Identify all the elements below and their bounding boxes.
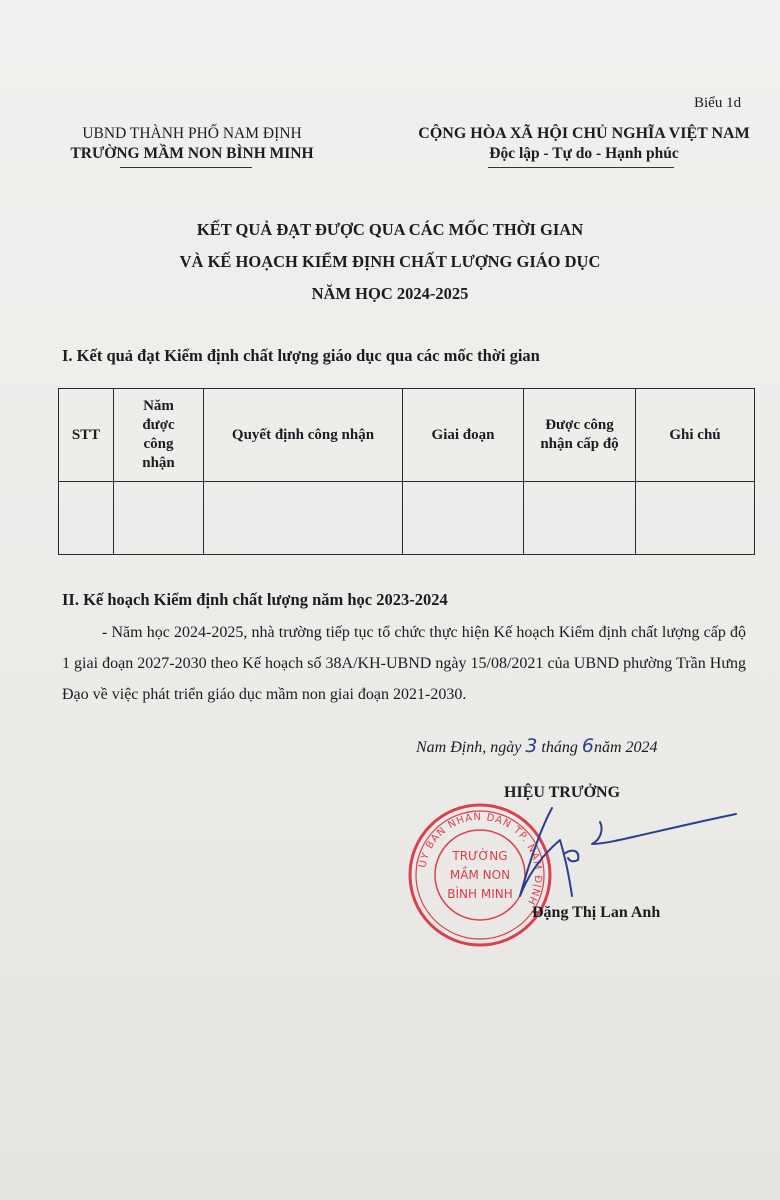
date-day: 3 bbox=[525, 735, 538, 757]
table-cell bbox=[59, 482, 114, 555]
column-header: Giai đoạn bbox=[403, 389, 524, 482]
section-1-heading: I. Kết quả đạt Kiểm định chất lượng giáo dục qua các mốc thời gian bbox=[62, 346, 540, 365]
table-header-row bbox=[59, 389, 755, 482]
month-prefix: tháng bbox=[537, 739, 582, 756]
column-header-text: Được công nhận cấp độ bbox=[540, 417, 619, 452]
table-cell bbox=[524, 482, 636, 555]
table-cell bbox=[403, 482, 524, 555]
seal-center-line-1: TRƯỜNG bbox=[452, 849, 508, 863]
issuer-school: TRƯỜNG MẦM NON BÌNH MINH bbox=[70, 145, 314, 162]
table-cell bbox=[204, 482, 403, 555]
handwritten-signature bbox=[500, 800, 740, 910]
section-2-heading: II. Kế hoạch Kiểm định chất lượng năm học 2023-2024 bbox=[62, 590, 448, 609]
column-header bbox=[114, 389, 204, 482]
signer-role: HIỆU TRƯỞNG bbox=[504, 784, 621, 801]
issuer-authority: UBND THÀNH PHỐ NAM ĐỊNH bbox=[82, 125, 302, 142]
table-row bbox=[59, 482, 755, 555]
column-header: STT bbox=[59, 389, 114, 482]
plan-paragraph bbox=[62, 617, 746, 710]
motto-underline bbox=[488, 167, 674, 168]
title-line-1: KẾT QUẢ ĐẠT ĐƯỢC QUA CÁC MỐC THỜI GIAN bbox=[196, 220, 584, 239]
date-line bbox=[416, 735, 658, 757]
date-year: năm 2024 bbox=[593, 739, 658, 756]
signer-name: Đặng Thị Lan Anh bbox=[532, 904, 661, 921]
column-header: Ghi chú bbox=[636, 389, 755, 482]
title-line-2: VÀ KẾ HOẠCH KIỂM ĐỊNH CHẤT LƯỢNG GIÁO DỤC bbox=[179, 252, 601, 271]
document-title bbox=[0, 214, 780, 310]
national-header bbox=[388, 124, 780, 164]
column-header-text: Năm được công nhận bbox=[142, 398, 175, 471]
date-month: 6 bbox=[581, 735, 594, 757]
national-name: CỘNG HÒA XÃ HỘI CHỦ NGHĨA VIỆT NAM bbox=[418, 125, 750, 142]
national-motto: Độc lập - Tự do - Hạnh phúc bbox=[489, 145, 679, 162]
date-prefix: Nam Định, ngày bbox=[416, 739, 526, 756]
column-header: Quyết định công nhận bbox=[204, 389, 403, 482]
seal-center-line-2: MẦM NON bbox=[449, 868, 511, 882]
form-code: Biểu 1d bbox=[694, 95, 742, 111]
seal-ring-text: ỦY BAN NHÂN DÂN TP. NAM ĐỊNH bbox=[417, 811, 544, 908]
seal-center-line-3: BÌNH MINH bbox=[447, 887, 513, 901]
issuer-header bbox=[42, 124, 342, 164]
column-header bbox=[524, 389, 636, 482]
results-table bbox=[58, 388, 755, 555]
plan-paragraph-text: - Năm học 2024-2025, nhà trường tiếp tục tổ chức thực hiện Kế hoạch Kiểm định chất lượng cấp độ 1 giai đoạn 2027-2030 theo Kế hoạch số 38A/KH-UBND ngày 15/08/2021 của UBND phường Trần Hưng Đạo về việc phát triển giáo dục mầm non giai đoạn 2021-2030. bbox=[62, 624, 746, 703]
table-cell bbox=[114, 482, 204, 555]
title-line-3: NĂM HỌC 2024-2025 bbox=[311, 284, 469, 303]
issuer-underline bbox=[120, 167, 252, 168]
table-cell bbox=[636, 482, 755, 555]
